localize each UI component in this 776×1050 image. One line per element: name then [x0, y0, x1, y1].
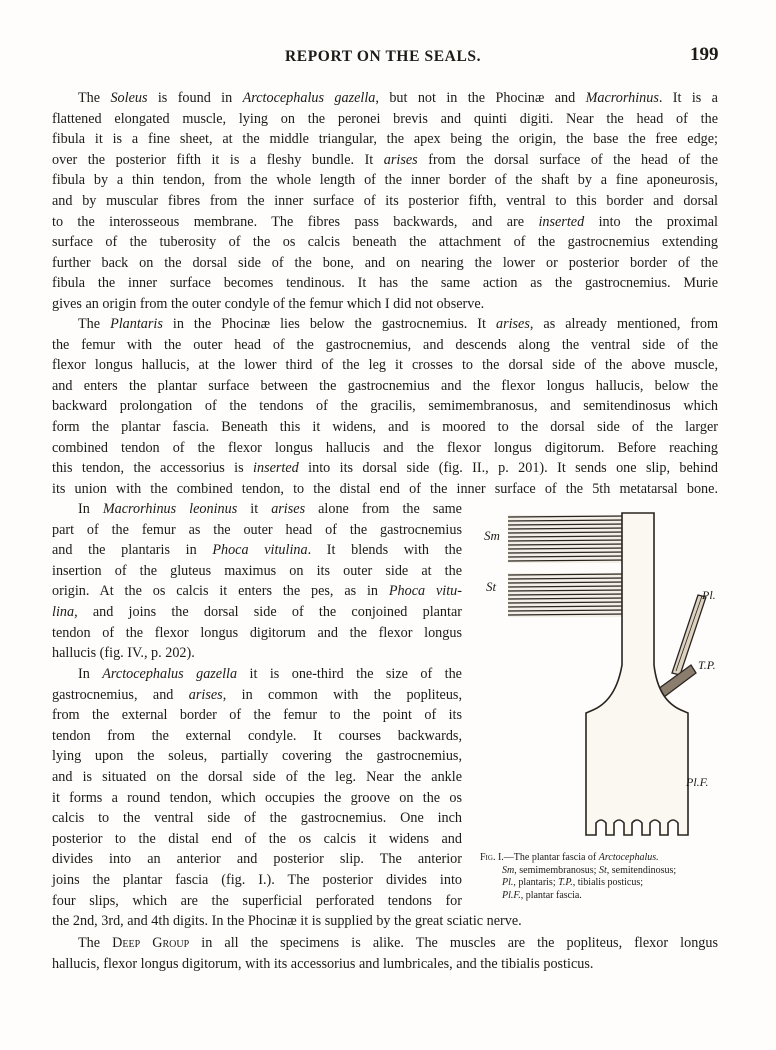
text-line: flattened elongated muscle, lying on the peronei brevis and quinti digiti. Near the head of the	[52, 110, 718, 127]
text-line: calcis to the ventral side of the gastrocnemius. One inch	[52, 810, 462, 827]
paragraph-macrorhinus	[52, 499, 462, 664]
figure-plantar-fascia	[476, 505, 760, 855]
text-line: and is situated on the dorsal side of the leg. Near the ankle	[52, 768, 462, 785]
text-line: hallucis (fig. IV., p. 202).	[52, 645, 195, 662]
text-line: tendon of the flexor longus digitorum and the flexor longus	[52, 624, 462, 641]
text-line: to the interosseous membrane. The fibres pass backwards, and are inserted into the proximal	[52, 213, 718, 230]
text-line: and by muscular fibres from the inner surface of its posterior fifth, ventral to this border and dorsal	[52, 192, 718, 209]
caption-line: Pl.F., plantar fascia.	[502, 889, 582, 901]
paragraph-soleus	[52, 88, 718, 315]
label-pl: Pl.	[702, 588, 716, 602]
text-line: posterior to the distal end of the os calcis it widens and	[52, 830, 462, 847]
text-line: and enters the plantar surface between the gastrocnemius and the flexor longus hallucis, below the	[52, 377, 718, 394]
text-line: combined tendon of the flexor longus hallucis and the flexor longus digitorum. Before reaching	[52, 439, 718, 456]
text-line: its union with the combined tendon, to the distal end of the inner surface of the 5th metatarsal bone.	[52, 480, 718, 497]
text-line: the 2nd, 3rd, and 4th digits. In the Phocinæ it is supplied by the great sciatic nerve.	[52, 913, 522, 929]
label-tp: T.P.	[698, 658, 716, 672]
running-head: REPORT ON THE SEALS.	[285, 48, 482, 65]
text-line: backward prolongation of the tendons of the gracilis, semimembranosus, and semitendinosus which	[52, 398, 718, 415]
text-line: fibula it is a fine sheet, at the middle triangular, the apex being the origin, the base the free edge;	[52, 131, 718, 148]
text-line: hallucis, flexor longus digitorum, with its accessorius and lumbricales, and the tibialis posticus.	[52, 955, 594, 972]
figure-caption	[480, 852, 762, 902]
text-line: divides into an anterior and posterior slip. The anterior	[52, 851, 462, 868]
page-number: 199	[690, 44, 719, 65]
text-line: form the plantar fascia. Beneath this it widens, and is moored to the dorsal side of the larger	[52, 418, 718, 435]
text-line: and the plantaris in Phoca vitulina. It blends with the	[52, 542, 462, 559]
paragraph-arctocephalus-end	[52, 911, 718, 932]
label-sm: Sm	[484, 528, 500, 543]
text-line: joins the plantar fascia (fig. I.). The posterior divides into	[52, 871, 462, 888]
text-line: lying upon the soleus, partially covering the gastrocnemius,	[52, 748, 462, 765]
text-line: gastrocnemius, and arises, in common with the popliteus,	[52, 686, 463, 703]
text-line: tendon from the external condyle. It courses backwards,	[52, 727, 462, 744]
text-line: The Soleus is found in Arctocephalus gazella, but not in the Phocinæ and Macrorhinus. It is a	[78, 90, 718, 106]
text-line: In Macrorhinus leoninus it arises alone from the same	[78, 501, 462, 517]
text-line: surface of the tuberosity of the os calcis beneath the attachment of the gastrocnemius extending	[52, 234, 718, 251]
text-line: lina, and joins the dorsal side of the conjoined plantar	[52, 603, 462, 620]
semitendinosus-tendon	[508, 573, 626, 617]
text-line: four slips, which are the superficial perforated tendons for	[52, 892, 462, 909]
text-line: this tendon, the accessorius is inserted into its dorsal side (fig. II., p. 201). It sends one slip, behind	[52, 460, 719, 477]
text-line: The Deep Group in all the specimens is alike. The muscles are the popliteus, flexor longus	[78, 935, 719, 951]
label-plf: Pl.F.	[686, 775, 709, 789]
text-line: part of the femur as the outer head of the gastrocnemius	[52, 521, 462, 538]
label-st: St	[486, 579, 497, 594]
text-line: the femur with the outer head of the gastrocnemius, and descends along the ventral side of the	[52, 336, 718, 353]
caption-line: Pl., plantaris; T.P., tibialis posticus;	[502, 877, 644, 888]
text-line: fibula by a thin tendon, from the whole length of the inner border of the shaft by a fine aponeurosis,	[52, 172, 718, 189]
text-line: gives an origin from the outer condyle of the femur which I did not observe.	[52, 295, 485, 312]
caption-line: Fig. I.—The plantar fascia of Arctocephalus.	[480, 852, 659, 863]
text-line: it forms a round tendon, which occupies the groove on the os	[52, 789, 462, 806]
text-line: In Arctocephalus gazella it is one-third the size of the	[78, 666, 462, 682]
text-line: origin. At the os calcis it enters the pes, as in Phoca vitu-	[52, 583, 462, 600]
text-line: The Plantaris in the Phocinæ lies below the gastrocnemius. It arises, as already mentioned, from	[78, 316, 719, 332]
plantar-fascia-drawing	[476, 505, 760, 855]
caption-line: Sm, semimembranosus; St, semitendinosus;	[502, 864, 677, 876]
semimembranosus-tendon	[508, 515, 626, 563]
text-line: over the posterior fifth it is a fleshy bundle. It arises from the dorsal surface of the head of the	[52, 151, 718, 168]
text-line: further back on the dorsal side of the bone, and on nearing the lower or posterior border of the	[52, 254, 718, 271]
paragraph-plantaris	[52, 314, 718, 499]
text-line: fibula the inner surface becomes tendinous. It has the same action as the gastrocnemius. Murie	[52, 275, 718, 292]
text-line: insertion of the gluteus maximus on its outer side at the	[52, 562, 462, 579]
text-line: from the external border of the femur to the point of its	[52, 707, 462, 724]
text-line: flexor longus hallucis, at the lower third of the leg it crosses to the dorsal side of the above muscle,	[52, 357, 718, 374]
paragraph-arctocephalus	[52, 664, 462, 911]
paragraph-deep-group	[52, 933, 718, 974]
